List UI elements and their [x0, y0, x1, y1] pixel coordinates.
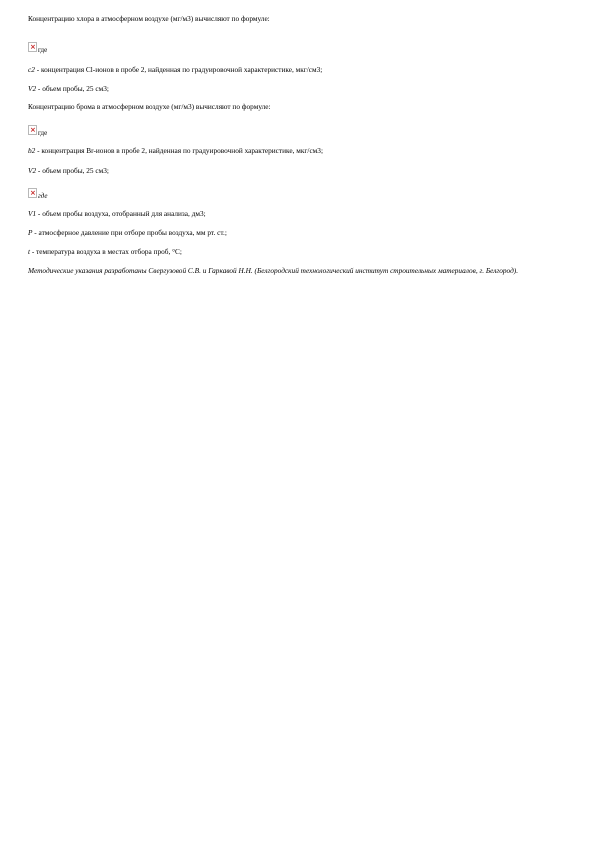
authorship-note: Методические указания разработаны Свергузовой С.В. и Гаркавой Н.Н. (Белгородский технологический институт строительных материалов, г. Белгород). — [28, 266, 519, 275]
formula-where-label: где — [38, 46, 48, 54]
chlorine-formula — [28, 38, 47, 52]
formula-where-label: где — [38, 129, 48, 137]
definition-v2-bromine — [28, 166, 109, 175]
reduced-volume-formula — [28, 184, 47, 198]
symbol-p: P — [28, 228, 33, 237]
chlorine-intro-paragraph: Концентрацию хлора в атмосферном воздухе (мг/м3) вычисляют по формуле: — [28, 14, 270, 23]
broken-image-icon: × — [30, 126, 36, 134]
bromine-formula — [28, 121, 47, 135]
symbol-t: t — [28, 247, 31, 256]
definition-v2-text: - объем пробы, 25 см3; — [36, 84, 109, 93]
definition-v1 — [28, 209, 206, 218]
symbol-v1: V1 — [28, 209, 37, 218]
bromine-intro-paragraph: Концентрацию брома в атмосферном воздухе (мг/м3) вычисляют по формуле: — [28, 102, 271, 111]
broken-image-icon: × — [30, 189, 36, 197]
symbol-v2: V2 — [28, 166, 37, 175]
definition-b2 — [28, 146, 323, 155]
definition-t-text: - температура воздуха в местах отбора проб, °С; — [30, 247, 182, 256]
definition-p-text: - атмосферное давление при отборе пробы воздуха, мм рт. ст.; — [32, 228, 227, 237]
definition-v1-text: - объем пробы воздуха, отобранный для анализа, дм3; — [36, 209, 206, 218]
broken-image-icon: × — [30, 43, 36, 51]
definition-c2 — [28, 65, 322, 74]
definition-v2-text: - объем пробы, 25 см3; — [36, 166, 109, 175]
definition-c2-text: - концентрация Cl-ионов в пробе 2, найденная по градуировочной характеристике, мкг/см3; — [34, 65, 323, 74]
definition-v2-chlorine — [28, 84, 109, 93]
formula-where-label: где — [38, 192, 48, 200]
symbol-b2: b2 — [28, 146, 36, 155]
definition-t — [28, 247, 182, 256]
definition-p — [28, 228, 227, 237]
symbol-v2: V2 — [28, 84, 37, 93]
definition-b2-text: - концентрация Br-ионов в пробе 2, найденная по градуировочной характеристике, мкг/см3; — [35, 146, 323, 155]
symbol-c2: c2 — [28, 65, 35, 74]
